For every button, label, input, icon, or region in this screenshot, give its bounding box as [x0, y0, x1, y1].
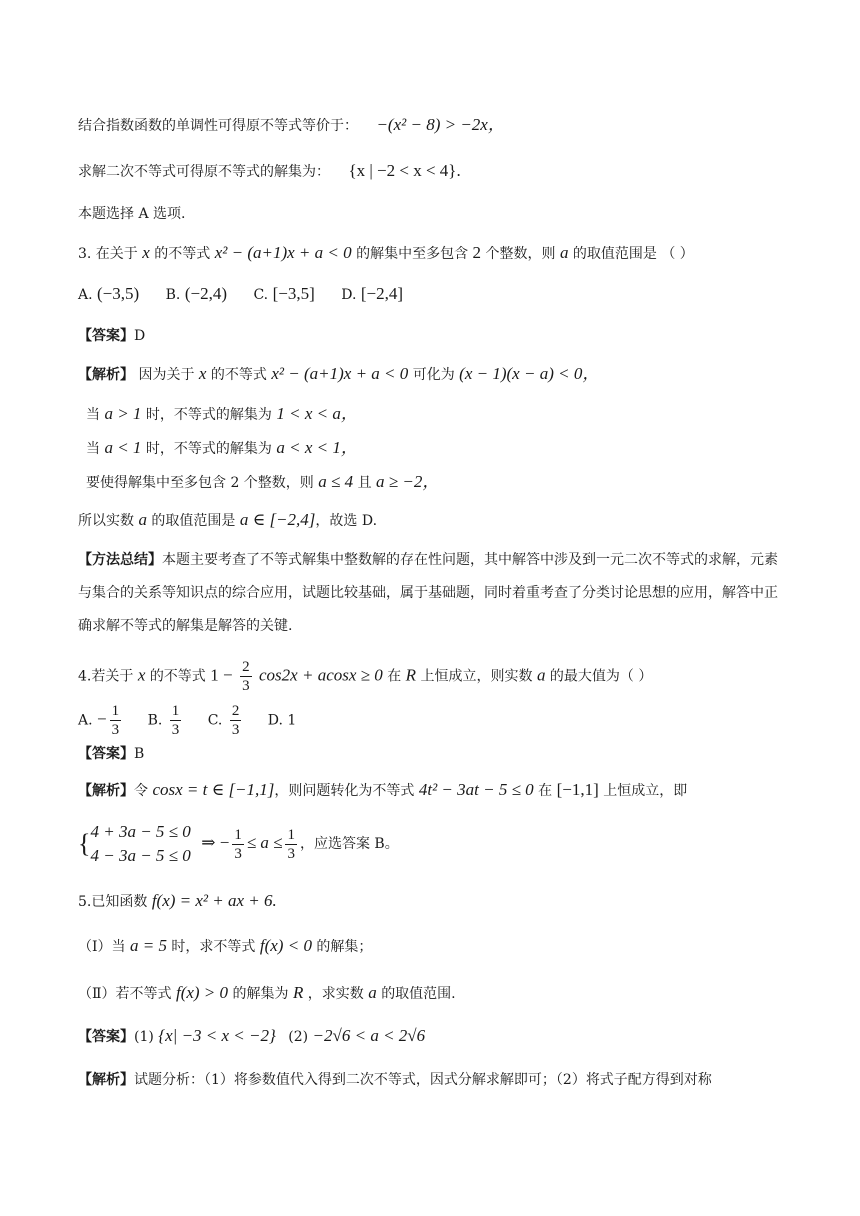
- fraction: [110, 702, 122, 739]
- math: {x | −2 < x < 4}.: [348, 161, 461, 180]
- numerator: 1: [287, 826, 295, 843]
- math: R: [292, 983, 304, 1002]
- denominator: 3: [242, 678, 250, 694]
- math: f(x) > 0: [175, 983, 229, 1002]
- text: 的不等式: [154, 246, 211, 262]
- numerator: 2: [231, 703, 240, 719]
- text: 个整数，则: [485, 246, 556, 262]
- option-label: C.: [253, 287, 269, 303]
- numerator: 1: [111, 703, 120, 719]
- method-text: 本题主要考查了不等式解集中整数解的存在性问题，其中解答中涉及到一元二次不等式的求解，元素与集合的关系等知识点的综合应用，试题比较基础，属于基础题，同时着重考查了分类讨论思想的应用，解答中正确求解不等式的解集是解答的关键.: [78, 552, 778, 634]
- option-label: C.: [207, 712, 223, 729]
- answer-tag: 【答案】: [78, 328, 134, 344]
- math: a > 1: [104, 404, 142, 423]
- option-value: (−2,4): [184, 284, 228, 303]
- analysis-tag: 【解析】: [78, 367, 134, 383]
- math: f(x) = x² + ax + 6.: [151, 891, 277, 910]
- text: 在: [538, 783, 553, 799]
- text: ，应选答案 B。: [299, 836, 399, 852]
- text: 的最大值为（ ）: [549, 668, 653, 685]
- math: 4t² − 3at − 5 ≤ 0: [418, 780, 534, 799]
- numerator: 1: [171, 703, 180, 719]
- option-label: A.: [78, 287, 93, 303]
- text: 时，不等式的解集为: [145, 441, 272, 457]
- denominator: 3: [111, 722, 120, 738]
- question-5-part-1: [78, 936, 782, 957]
- math: [−1,1]: [556, 780, 599, 799]
- math: x² − (a+1)x + a < 0: [271, 364, 409, 383]
- math: a < x < 1，: [276, 438, 358, 457]
- math: −2√6 < a < 2√6: [312, 1026, 426, 1045]
- question-4-stem: [78, 658, 782, 695]
- answer-line: [78, 326, 782, 346]
- text: 本题选择 A 选项.: [78, 206, 186, 222]
- analysis-line: [78, 364, 782, 385]
- math: cosx = t ∈ [−1,1]: [152, 780, 275, 799]
- text: 的解集为: [232, 986, 289, 1002]
- method-tag: 【方法总结】: [78, 552, 162, 568]
- math: a ≥ −2，: [376, 472, 440, 491]
- math: a: [559, 243, 569, 262]
- math: a < 1: [104, 438, 142, 457]
- math: 1 < x < a，: [276, 404, 358, 423]
- text: 上恒成立，则实数: [420, 668, 533, 685]
- fraction: [232, 826, 244, 863]
- option-label: D. 1: [267, 712, 297, 729]
- text: 3. 在关于: [78, 246, 138, 262]
- answer-tag: 【答案】: [78, 1029, 134, 1045]
- analysis-line: [78, 1070, 782, 1090]
- text: 令: [134, 783, 148, 799]
- analysis-line: [78, 780, 782, 801]
- text: 的取值范围是: [151, 513, 236, 529]
- text: ，求实数: [307, 986, 364, 1002]
- analysis-text: 试题分析：（1）将参数值代入得到二次不等式，因式分解求解即可；（2）将式子配方得到对称: [134, 1072, 712, 1088]
- question-3-stem: [78, 243, 782, 264]
- math: a: [368, 983, 377, 1002]
- question-3-options: [78, 284, 782, 305]
- math: {x| −3 < x < −2}: [158, 1026, 276, 1045]
- math: x: [198, 364, 207, 383]
- option-label: B.: [165, 287, 181, 303]
- text: 因为关于: [138, 367, 195, 383]
- text: 5.已知函数: [78, 894, 148, 910]
- text-line: [78, 161, 782, 182]
- text: 的解集；: [316, 939, 373, 955]
- text: 的取值范围是 （ ）: [572, 246, 694, 262]
- text: 结合指数函数的单调性可得原不等式等价于：: [78, 118, 358, 134]
- question-4-options: [78, 702, 782, 739]
- math: x: [137, 665, 146, 685]
- question-5-part-2: [78, 983, 782, 1004]
- fraction: [230, 702, 242, 739]
- answer: D: [134, 328, 146, 344]
- text: (1): [134, 1029, 154, 1045]
- text: 的不等式: [210, 367, 267, 383]
- equation: 4 + 3a − 5 ≤ 0: [90, 822, 191, 841]
- text: （Ⅰ）当: [78, 939, 126, 955]
- math: (x − 1)(x − a) < 0，: [459, 364, 600, 383]
- denominator: 3: [231, 722, 240, 738]
- text: (2): [288, 1029, 309, 1045]
- math: cos2x + acosx ≥ 0: [259, 665, 383, 685]
- math: x² − (a+1)x + a < 0: [214, 243, 352, 262]
- text: 且: [357, 475, 372, 491]
- option-label: D.: [341, 287, 357, 303]
- math: a ≤ 4: [318, 472, 354, 491]
- math: ⇒ −: [201, 833, 230, 852]
- answer-line: [78, 744, 782, 764]
- system-line: [78, 820, 782, 870]
- numerator: 2: [242, 659, 250, 675]
- fraction: [170, 702, 182, 739]
- math: −(x² − 8) > −2x，: [376, 115, 505, 134]
- math: ≤ a ≤: [246, 833, 283, 852]
- text: 上恒成立，即: [603, 783, 688, 799]
- math: a = 5: [129, 936, 167, 955]
- question-5-stem: [78, 891, 782, 912]
- fraction: [285, 826, 297, 863]
- text: 时，求不等式: [171, 939, 256, 955]
- brace-icon: {: [78, 829, 91, 858]
- text: （Ⅱ）若不等式: [78, 986, 172, 1002]
- equation: 4 − 3a − 5 ≤ 0: [90, 846, 191, 865]
- math: f(x) < 0: [259, 936, 312, 955]
- text: 当: [86, 407, 100, 423]
- text-line: [78, 204, 782, 224]
- math: R: [405, 665, 417, 685]
- option-value: (−3,5): [97, 284, 140, 303]
- fraction: [240, 658, 252, 695]
- equation-system: [90, 820, 190, 868]
- analysis-tag: 【解析】: [78, 783, 134, 799]
- text: 的解集中至多包含: [356, 246, 469, 262]
- analysis-tag: 【解析】: [78, 1072, 134, 1088]
- math: 2: [472, 243, 482, 262]
- answer-tag: 【答案】: [78, 746, 134, 762]
- text: 在: [387, 668, 402, 685]
- math: x: [142, 243, 150, 262]
- math: 1 −: [210, 665, 233, 685]
- text: ，则问题转化为不等式: [274, 783, 415, 799]
- text: 的取值范围.: [381, 986, 456, 1002]
- math: −: [97, 709, 107, 729]
- denominator: 3: [234, 845, 242, 862]
- math: a ∈ [−2,4]: [239, 510, 316, 529]
- method-summary: [78, 544, 782, 643]
- math: a: [536, 665, 546, 685]
- numerator: 1: [234, 826, 242, 843]
- option-label: B.: [147, 712, 163, 729]
- answer-line: [78, 1026, 782, 1047]
- text: ，故选 D.: [315, 513, 378, 529]
- denominator: 3: [171, 722, 180, 738]
- denominator: 3: [287, 845, 295, 862]
- condition-line: [86, 472, 782, 493]
- case-line: [86, 404, 782, 425]
- option-value: [−2,4]: [360, 284, 404, 303]
- option-label: A.: [78, 712, 93, 729]
- math: a: [138, 510, 147, 529]
- answer: B: [134, 746, 145, 762]
- text: 所以实数: [78, 513, 134, 529]
- text-line: [78, 115, 782, 136]
- case-line: [86, 438, 782, 459]
- text: 的不等式: [149, 668, 206, 685]
- text: 求解二次不等式可得原不等式的解集为：: [78, 164, 330, 180]
- text: 4.若关于: [78, 668, 134, 685]
- conclusion-line: [78, 510, 782, 531]
- text: 时，不等式的解集为: [145, 407, 272, 423]
- option-value: [−3,5]: [272, 284, 315, 303]
- text: 当: [86, 441, 100, 457]
- text: 可化为: [412, 367, 455, 383]
- text: 要使得解集中至多包含 2 个整数，则: [86, 475, 314, 491]
